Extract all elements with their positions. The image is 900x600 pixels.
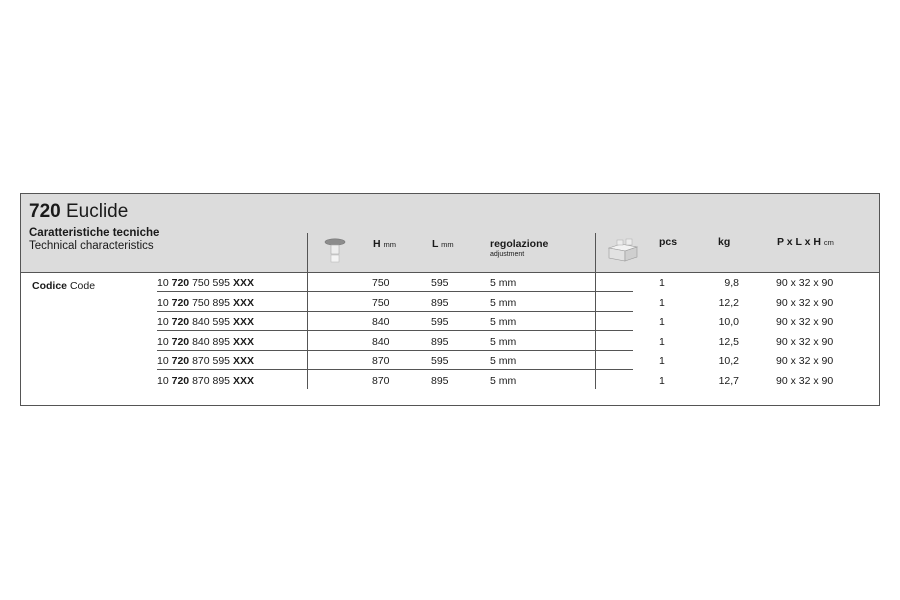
code-label-english: Code — [69, 280, 96, 292]
cell-dimensions: 90 x 32 x 90 — [776, 316, 834, 329]
cell-h: 750 — [372, 277, 390, 289]
title-number: 720 — [29, 201, 61, 222]
cell-l: 595 — [431, 277, 449, 289]
package-box-icon — [607, 238, 639, 262]
cell-dimensions: 90 x 32 x 90 — [776, 335, 834, 348]
cell-l: 595 — [431, 355, 449, 368]
subtitle-italian: Caratteristiche tecniche — [29, 227, 160, 239]
code-finish: XXX — [232, 296, 254, 309]
table-row — [21, 351, 879, 370]
cell-h: 870 — [372, 375, 390, 387]
code-finish: XXX — [232, 375, 254, 387]
code-series: 720 — [171, 296, 190, 309]
col-header-adjustment — [490, 238, 548, 258]
cell-adjustment: 5 mm — [490, 375, 517, 387]
col-l-unit: mm — [441, 240, 454, 249]
subtitle-english: Technical characteristics — [29, 240, 154, 252]
table-row — [21, 371, 879, 390]
code-size: 750 595 — [192, 277, 231, 289]
cell-adjustment: 5 mm — [490, 316, 517, 329]
spec-sheet — [20, 193, 880, 406]
cell-kg: 10,2 — [718, 355, 739, 368]
product-code — [157, 277, 254, 289]
cell-dimensions: 90 x 32 x 90 — [776, 375, 834, 387]
cell-h: 750 — [372, 296, 390, 309]
cell-adjustment: 5 mm — [490, 335, 517, 348]
col-adj-label: regolazione — [490, 238, 549, 250]
title-name: Euclide — [65, 201, 129, 222]
code-size: 870 595 — [192, 355, 231, 368]
col-h-unit: mm — [383, 240, 397, 249]
cell-l: 895 — [431, 335, 449, 348]
cell-adjustment: 5 mm — [490, 296, 517, 309]
product-code — [157, 375, 254, 387]
cell-pcs: 1 — [659, 355, 665, 368]
cell-h: 840 — [372, 335, 390, 348]
product-code — [157, 355, 254, 367]
cell-dimensions: 90 x 32 x 90 — [776, 277, 834, 289]
code-size: 870 895 — [192, 375, 231, 387]
cell-pcs: 1 — [659, 296, 665, 309]
cell-h: 840 — [372, 316, 390, 329]
table-row — [21, 293, 879, 312]
cell-h: 870 — [372, 355, 390, 368]
col-h-label: H — [373, 238, 381, 250]
cell-pcs: 1 — [659, 375, 665, 387]
col-header-h — [373, 238, 396, 250]
cell-kg: 12,7 — [718, 375, 739, 387]
col-l-label: L — [432, 238, 439, 250]
col-header-l — [432, 238, 454, 250]
col-dim-unit: cm — [823, 238, 834, 247]
cell-kg: 9,8 — [724, 277, 739, 289]
code-finish: XXX — [232, 316, 254, 329]
cell-dimensions: 90 x 32 x 90 — [776, 355, 834, 368]
code-prefix: 10 — [157, 355, 169, 368]
code-prefix: 10 — [157, 316, 169, 329]
col-header-kg: kg — [718, 236, 731, 248]
cell-adjustment: 5 mm — [490, 355, 517, 368]
code-size: 750 895 — [192, 296, 231, 309]
cell-dimensions: 90 x 32 x 90 — [776, 296, 834, 309]
product-code — [157, 336, 254, 348]
code-prefix: 10 — [157, 375, 169, 387]
code-prefix: 10 — [157, 335, 169, 348]
code-finish: XXX — [232, 335, 254, 348]
cell-l: 595 — [431, 316, 449, 329]
cell-l: 895 — [431, 375, 449, 387]
code-finish: XXX — [232, 277, 254, 289]
code-series: 720 — [171, 355, 190, 368]
col-header-pcs: pcs — [659, 236, 678, 248]
col-header-dimensions — [777, 236, 834, 248]
product-code — [157, 316, 254, 328]
code-series: 720 — [171, 375, 190, 387]
cell-kg: 12,2 — [718, 296, 739, 309]
cell-pcs: 1 — [659, 335, 665, 348]
cell-kg: 12,5 — [718, 335, 739, 348]
code-label-italian: Codice — [32, 280, 68, 292]
cell-kg: 10,0 — [718, 316, 739, 329]
table-row — [21, 273, 879, 292]
adjustable-foot-icon — [324, 236, 346, 264]
col-adj-english: adjustment — [490, 251, 525, 258]
cell-pcs: 1 — [659, 277, 665, 289]
cell-l: 895 — [431, 296, 449, 309]
code-series: 720 — [171, 277, 190, 289]
code-series: 720 — [171, 316, 190, 329]
code-size: 840 595 — [192, 316, 231, 329]
cell-pcs: 1 — [659, 316, 665, 329]
code-series: 720 — [171, 335, 190, 348]
page-title — [29, 201, 128, 223]
code-size: 840 895 — [192, 335, 231, 348]
code-prefix: 10 — [157, 296, 169, 309]
code-prefix: 10 — [157, 277, 169, 289]
col-dim-label: P x L x H — [777, 236, 821, 248]
spec-header — [21, 194, 879, 273]
code-finish: XXX — [232, 355, 254, 368]
cell-adjustment: 5 mm — [490, 277, 517, 289]
table-row — [21, 312, 879, 331]
product-code — [157, 297, 254, 309]
table-row — [21, 332, 879, 351]
